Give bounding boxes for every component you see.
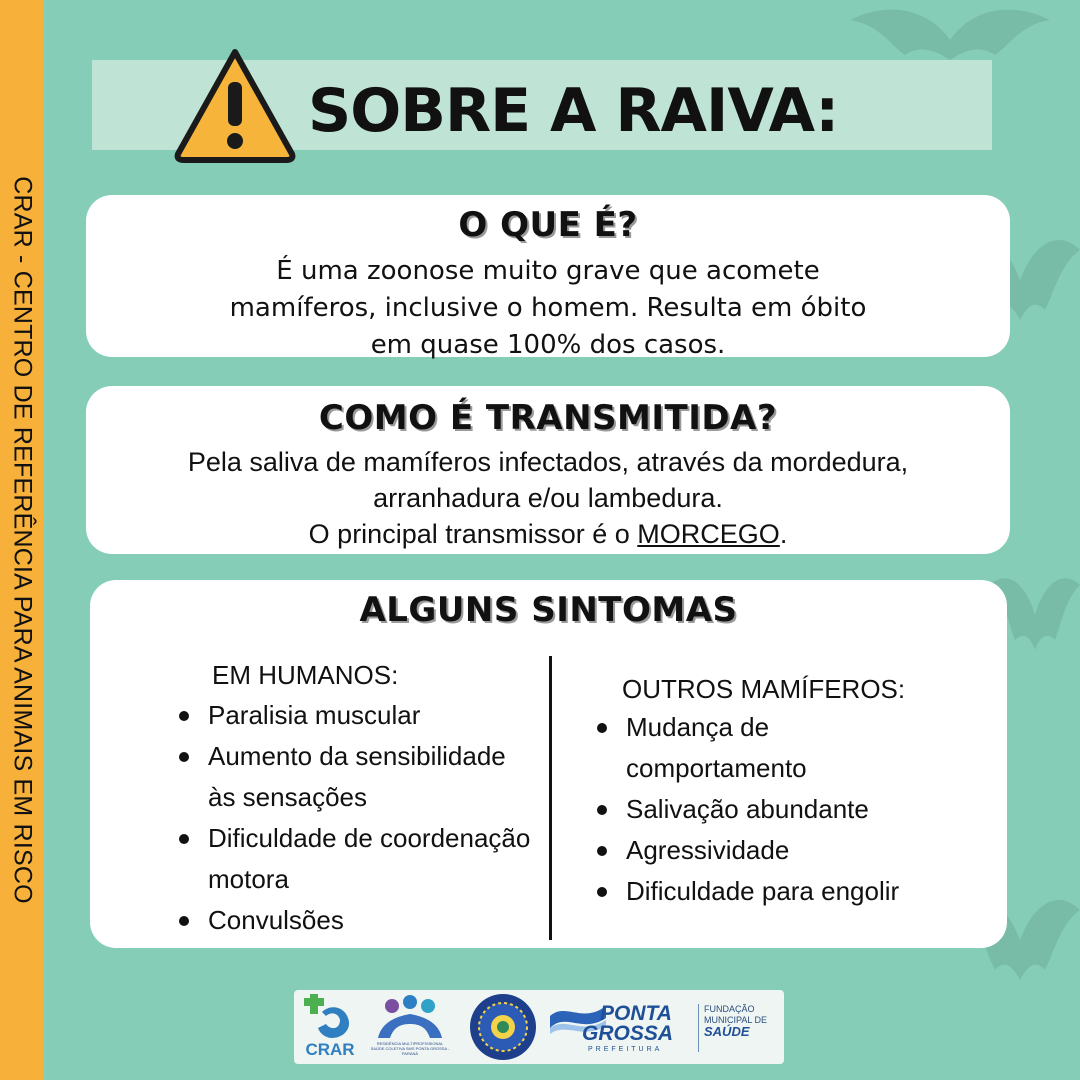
symptoms-card	[90, 580, 1007, 948]
symptoms-heading: ALGUNS SINTOMAS	[359, 590, 738, 630]
crar-animal-icon	[300, 994, 360, 1042]
transmission-line: Pela saliva de mamíferos infectados, através da mordedura,	[187, 447, 909, 477]
pg-line3: PREFEITURA	[588, 1046, 663, 1053]
others-list	[595, 707, 975, 912]
what-is-heading: O QUE É?	[458, 205, 638, 245]
side-label: CRAR - CENTRO DE REFERÊNCIA PARA ANIMAIS EM RISCO	[8, 176, 37, 904]
transmitter-highlight: MORCEGO	[637, 519, 780, 549]
list-item: Salivação abundante	[595, 789, 975, 830]
pg-line1: PONTA	[600, 1002, 672, 1025]
fund-line1: FUNDAÇÃO	[704, 1004, 755, 1014]
transmission-suffix: .	[779, 519, 788, 549]
municipal-seal-icon	[469, 993, 537, 1061]
crar-label: CRAR	[305, 1040, 355, 1059]
residency-logo	[370, 994, 450, 1060]
fund-line2: MUNICIPAL DE	[704, 1015, 768, 1025]
transmission-prefix: O principal transmissor é o	[308, 519, 638, 549]
people-icon	[370, 994, 450, 1046]
transmission-card	[86, 386, 1010, 554]
health-foundation-logo	[704, 1004, 780, 1039]
logo-separator	[698, 1004, 699, 1052]
transmission-heading: COMO É TRANSMITIDA?	[318, 398, 778, 438]
pg-line2: GROSSA	[582, 1022, 674, 1045]
list-item: Agressividade	[595, 830, 975, 871]
what-is-body	[126, 253, 970, 364]
ponta-grossa-logo	[548, 994, 698, 1060]
humans-list	[177, 695, 537, 941]
column-divider	[549, 656, 552, 940]
list-item: Dificuldade para engolir	[595, 871, 975, 912]
transmission-line: arranhadura e/ou lambedura.	[373, 483, 723, 513]
transmission-line	[106, 516, 990, 552]
residency-label: RESIDÊNCIA MULTIPROFISSIONAL SAÚDE COLETIVA SMS PONTA GROSSA - PARANÁ	[370, 1041, 450, 1056]
what-is-card	[86, 195, 1010, 360]
footer-logos	[294, 990, 784, 1064]
what-is-line: É uma zoonose muito grave que acomete	[276, 256, 820, 286]
humans-title: EM HUMANOS:	[212, 660, 399, 690]
others-title: OUTROS MAMÍFEROS:	[622, 674, 906, 704]
warning-icon	[172, 46, 298, 164]
page-title: SOBRE A RAIVA:	[308, 76, 839, 146]
crar-logo	[300, 994, 360, 1060]
what-is-line: mamíferos, inclusive o homem. Resulta em óbito	[229, 293, 867, 323]
transmission-body	[106, 444, 990, 552]
side-strip	[0, 0, 44, 1080]
list-item: Aumento da sensibilidade às sensações	[177, 736, 537, 818]
list-item: Mudança de comportamento	[595, 707, 866, 789]
list-item: Convulsões	[177, 900, 537, 941]
what-is-line: em quase 100% dos casos.	[370, 330, 726, 360]
list-item: Dificuldade de coordenação motora	[177, 818, 537, 900]
list-item: Paralisia muscular	[177, 695, 537, 736]
fund-line3: SAÚDE	[704, 1024, 750, 1039]
